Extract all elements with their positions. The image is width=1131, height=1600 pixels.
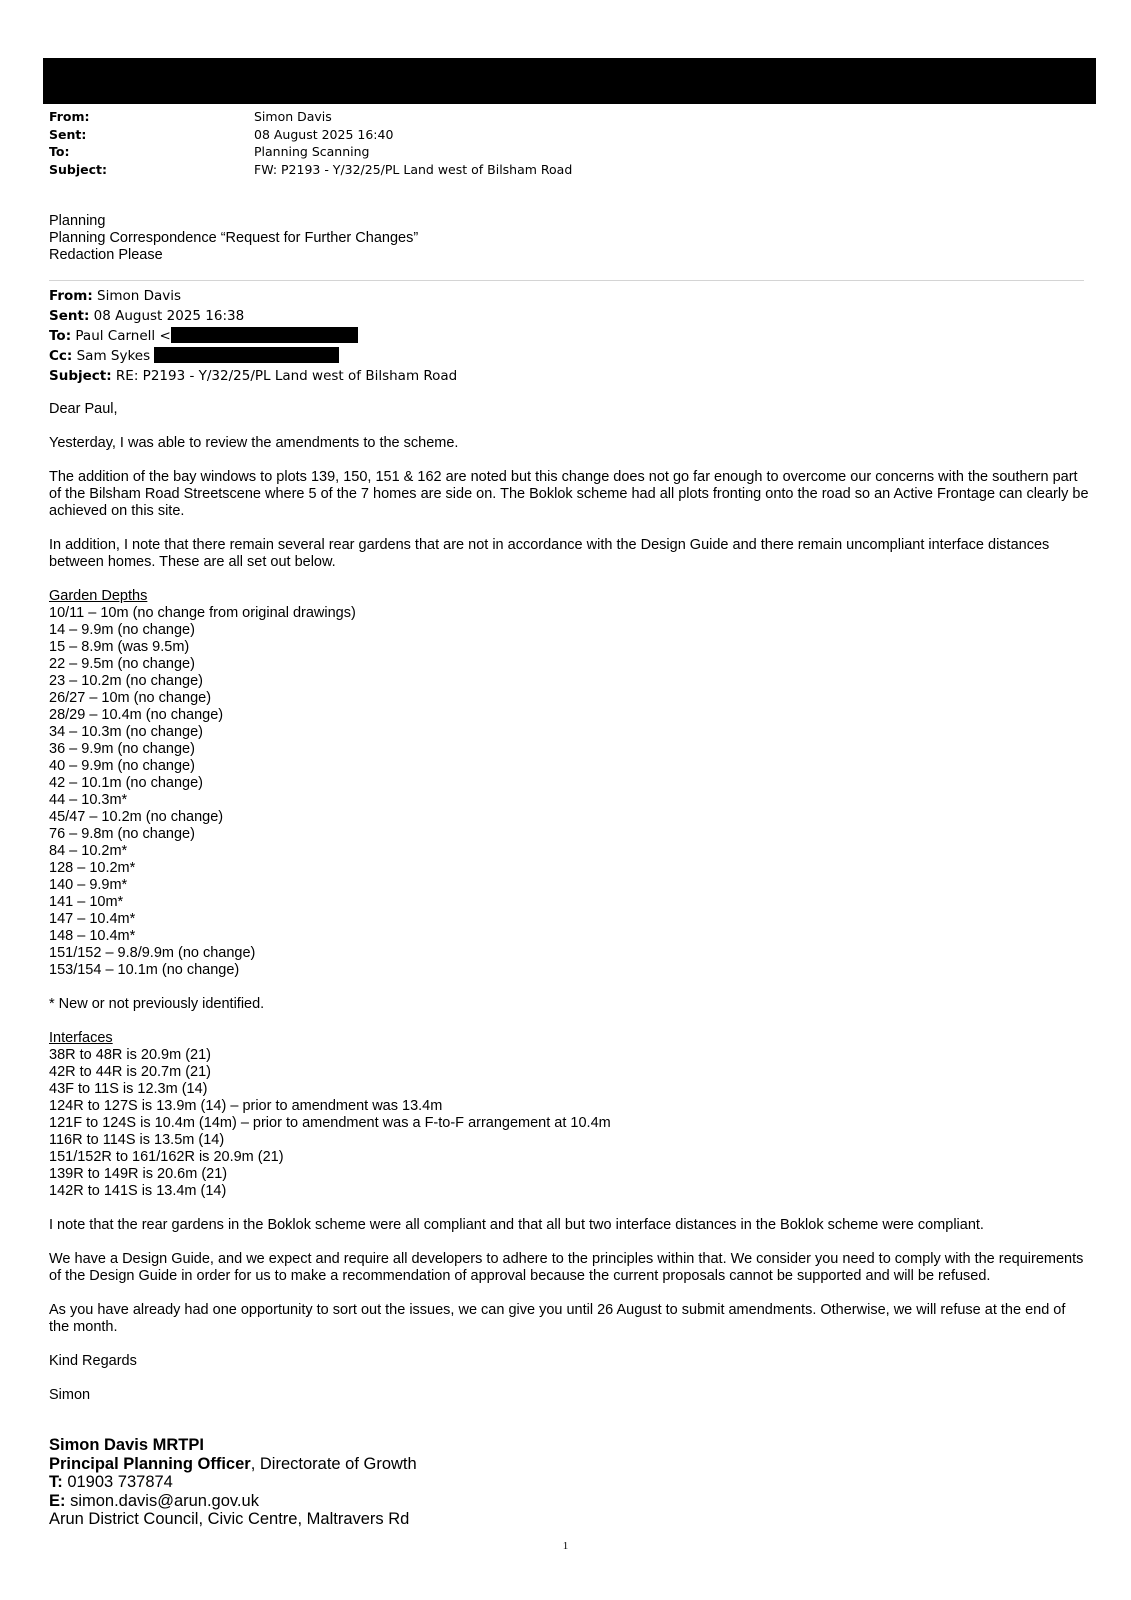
list-item: 153/154 – 10.1m (no change) — [49, 962, 240, 978]
redaction-bar-top — [43, 58, 1096, 104]
fwd-subject-label: Subject: — [49, 368, 112, 384]
header-to-label: To: — [49, 144, 70, 159]
header-from-value: Simon Davis — [254, 109, 332, 124]
fwd-cc-row — [49, 346, 457, 366]
fwd-to-value: Paul Carnell < — [71, 328, 171, 344]
signature-name: Simon Davis MRTPI — [49, 1436, 204, 1454]
list-item: 76 – 9.8m (no change) — [49, 826, 195, 842]
closing: Kind Regards — [49, 1353, 137, 1369]
list-item: 151/152 – 9.8/9.9m (no change) — [49, 945, 256, 961]
list-item: 28/29 – 10.4m (no change) — [49, 707, 224, 723]
paragraph: The addition of the bay windows to plots 139, 150, 151 & 162 are noted but this change does not go far enough to overcome our concerns with the southern part of the Bilsham Road Streetscene where 5 of the 7 homes are side on. The Boklok scheme had all plots fronting onto the road so an Active Frontage can clearly be achieved on this site. — [49, 469, 1089, 519]
paragraph: As you have already had one opportunity to sort out the issues, we can give you until 26 August to submit amendments. Otherwise, we will refuse at the end of the month. — [49, 1302, 1066, 1335]
paragraph: We have a Design Guide, and we expect and require all developers to adhere to the principles within that. We consider you need to comply with the requirements of the Design Guide in order for us to make a recommendation of approval because the current proposals cannot be supported and will be refused. — [49, 1251, 1084, 1284]
list-item: 45/47 – 10.2m (no change) — [49, 809, 224, 825]
forwarded-header — [49, 286, 457, 386]
signature-email-row — [49, 1492, 417, 1511]
list-item: 43F to 11S is 12.3m (14) — [49, 1081, 208, 1097]
fwd-subject-value: RE: P2193 - Y/32/25/PL Land west of Bilsham Road — [111, 368, 458, 384]
fwd-subject-row — [49, 366, 457, 386]
header-subject-row — [49, 161, 749, 179]
list-item: 42R to 44R is 20.7m (21) — [49, 1064, 211, 1080]
email-body — [49, 401, 1089, 1421]
fwd-cc-label: Cc: — [49, 348, 73, 364]
header-sent-label: Sent: — [49, 126, 87, 142]
list-item: 44 – 10.3m* — [49, 792, 128, 808]
list-item: 15 – 8.9m (was 9.5m) — [49, 639, 190, 655]
list-item: 26/27 – 10m (no change) — [49, 690, 212, 706]
list-item: 141 – 10m* — [49, 894, 124, 910]
intro-line: Redaction Please — [49, 247, 163, 263]
signature-tel: 01903 737874 — [62, 1473, 173, 1491]
list-item: 84 – 10.2m* — [49, 843, 128, 859]
interfaces-list — [49, 1030, 1089, 1200]
paragraph: Yesterday, I was able to review the amendments to the scheme. — [49, 435, 459, 451]
divider — [49, 280, 1084, 281]
header-sent-row — [49, 126, 749, 144]
signature-tel-row — [49, 1473, 417, 1492]
list-item: 40 – 9.9m (no change) — [49, 758, 195, 774]
greeting: Dear Paul, — [49, 401, 118, 417]
footnote: * New or not previously identified. — [49, 996, 265, 1012]
list-item: 142R to 141S is 13.4m (14) — [49, 1183, 227, 1199]
redaction-cc-email — [154, 347, 339, 363]
signature-dept: , Directorate of Growth — [250, 1454, 417, 1473]
header-to-value: Planning Scanning — [254, 144, 370, 159]
list-item: 128 – 10.2m* — [49, 860, 136, 876]
fwd-from-row — [49, 286, 457, 306]
signature-email[interactable]: simon.davis@arun.gov.uk — [65, 1491, 259, 1510]
list-item: 148 – 10.4m* — [49, 928, 136, 944]
fwd-sent-row — [49, 306, 457, 326]
signoff: Simon — [49, 1387, 91, 1403]
fwd-to-label: To: — [49, 328, 72, 344]
header-sent-value: 08 August 2025 16:40 — [254, 126, 394, 142]
list-item: 36 – 9.9m (no change) — [49, 741, 195, 757]
fwd-sent-value: 08 August 2025 16:38 — [89, 308, 245, 324]
list-item: 10/11 – 10m (no change from original drawings) — [49, 605, 356, 621]
intro-line: Planning — [49, 213, 106, 229]
redaction-to-email — [171, 327, 358, 343]
signature-block — [49, 1436, 417, 1529]
signature-role: Principal Planning Officer — [49, 1454, 251, 1473]
page-number: 1 — [562, 1540, 569, 1552]
header-subject-value: FW: P2193 - Y/32/25/PL Land west of Bilsham Road — [254, 161, 573, 177]
garden-depths-heading: Garden Depths — [49, 588, 148, 604]
email-header — [49, 108, 749, 178]
list-item: 42 – 10.1m (no change) — [49, 775, 203, 791]
fwd-from-label: From: — [49, 288, 93, 304]
fwd-to-row — [49, 326, 457, 346]
list-item: 23 – 10.2m (no change) — [49, 673, 203, 689]
list-item: 121F to 124S is 10.4m (14m) – prior to amendment was a F-to-F arrangement at 10.4m — [49, 1115, 611, 1131]
list-item: 151/152R to 161/162R is 20.9m (21) — [49, 1149, 284, 1165]
interfaces-heading: Interfaces — [49, 1030, 113, 1046]
list-item: 140 – 9.9m* — [49, 877, 128, 893]
fwd-cc-value: Sam Sykes — [72, 348, 155, 364]
list-item: 124R to 127S is 13.9m (14) – prior to amendment was 13.4m — [49, 1098, 443, 1114]
signature-role-row — [49, 1455, 417, 1474]
intro-line: Planning Correspondence “Request for Further Changes” — [49, 230, 419, 246]
fwd-from-value: Simon Davis — [92, 288, 182, 304]
header-subject-label: Subject: — [49, 161, 107, 177]
list-item: 34 – 10.3m (no change) — [49, 724, 203, 740]
signature-tel-label: T: — [49, 1473, 63, 1491]
list-item: 22 – 9.5m (no change) — [49, 656, 195, 672]
list-item: 14 – 9.9m (no change) — [49, 622, 195, 638]
paragraph: In addition, I note that there remain several rear gardens that are not in accordance with the Design Guide and there remain uncompliant interface distances between homes. These are all set out below. — [49, 537, 1050, 570]
header-to-row — [49, 143, 749, 161]
signature-email-label: E: — [49, 1491, 66, 1510]
signature-address: Arun District Council, Civic Centre, Maltravers Rd — [49, 1510, 410, 1528]
intro-note — [49, 213, 418, 264]
header-from-label: From: — [49, 109, 90, 124]
list-item: 38R to 48R is 20.9m (21) — [49, 1047, 211, 1063]
paragraph: I note that the rear gardens in the Boklok scheme were all compliant and that all but two interface distances in the Boklok scheme were compliant. — [49, 1217, 984, 1233]
fwd-sent-label: Sent: — [49, 308, 90, 324]
list-item: 116R to 114S is 13.5m (14) — [49, 1132, 225, 1148]
garden-depths-list — [49, 588, 1089, 979]
list-item: 147 – 10.4m* — [49, 911, 136, 927]
header-from-row — [49, 108, 749, 126]
list-item: 139R to 149R is 20.6m (21) — [49, 1166, 228, 1182]
